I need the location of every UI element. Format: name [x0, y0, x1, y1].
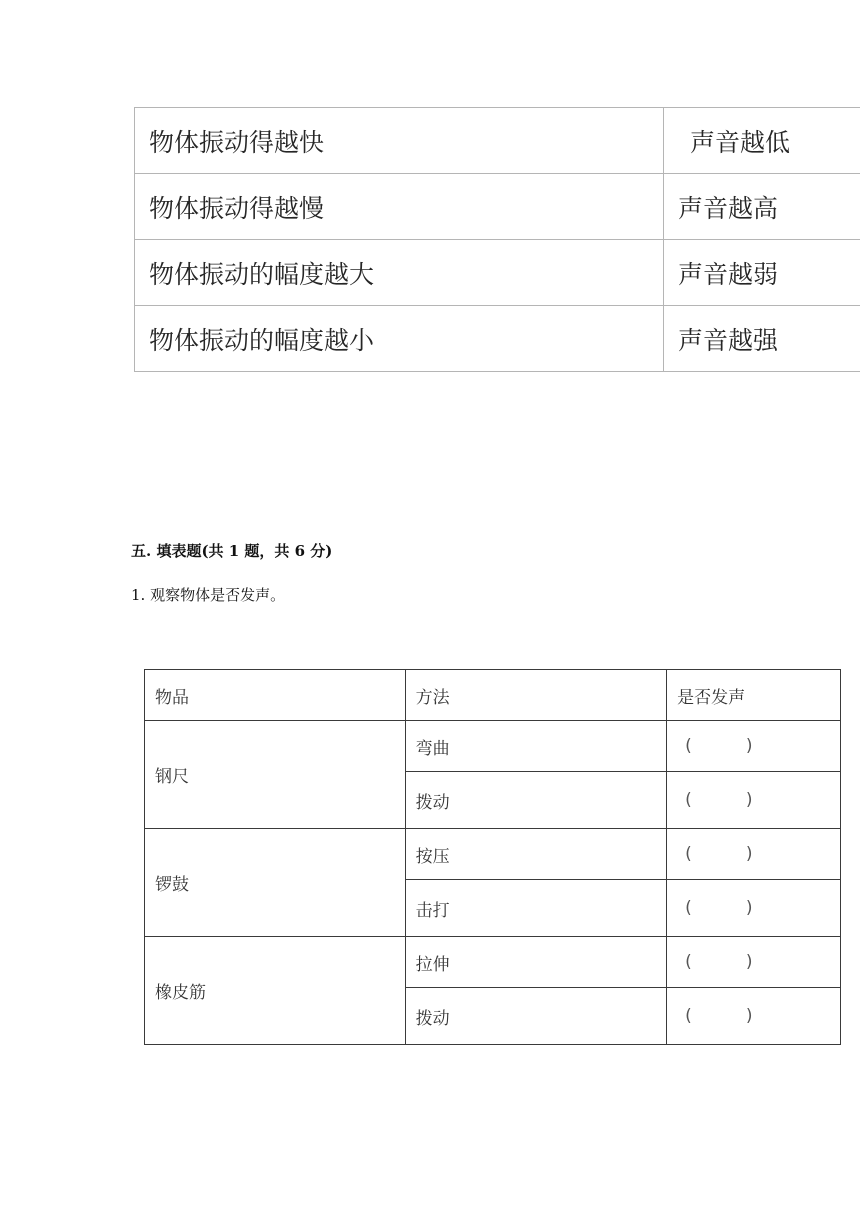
method-cell: 拉伸 — [405, 937, 667, 988]
answer-blank[interactable]: ( ) — [667, 880, 841, 937]
answer-blank[interactable]: ( ) — [667, 772, 841, 829]
matching-right-cell: 声音越高 — [664, 174, 860, 240]
matching-row — [135, 240, 860, 306]
header-method: 方法 — [405, 670, 667, 721]
method-cell: 按压 — [405, 829, 667, 880]
matching-left-cell: 物体振动得越快 — [135, 108, 664, 174]
method-cell: 拨动 — [405, 772, 667, 829]
table-row — [145, 829, 841, 880]
matching-right-cell: 声音越弱 — [664, 240, 860, 306]
answer-blank[interactable]: ( ) — [667, 721, 841, 772]
matching-table — [134, 107, 860, 372]
item-cell: 橡皮筋 — [145, 937, 406, 1045]
matching-row — [135, 108, 860, 174]
table-header-row — [145, 670, 841, 721]
method-cell: 拨动 — [405, 988, 667, 1045]
answer-blank[interactable]: ( ) — [667, 988, 841, 1045]
matching-row — [135, 174, 860, 240]
method-cell: 弯曲 — [405, 721, 667, 772]
section-title: 五. 填表题(共 1 题，共 6 分) — [131, 542, 333, 560]
matching-right-cell: 声音越强 — [664, 306, 860, 372]
header-item: 物品 — [145, 670, 406, 721]
header-sound: 是否发声 — [667, 670, 841, 721]
question-text: 1. 观察物体是否发声。 — [131, 586, 286, 604]
table-row — [145, 721, 841, 772]
answer-blank[interactable]: ( ) — [667, 937, 841, 988]
matching-left-cell: 物体振动的幅度越大 — [135, 240, 664, 306]
table-row — [145, 937, 841, 988]
matching-right-cell: 声音越低 — [664, 108, 860, 174]
matching-row — [135, 306, 860, 372]
matching-left-cell: 物体振动得越慢 — [135, 174, 664, 240]
answer-blank[interactable]: ( ) — [667, 829, 841, 880]
fill-in-table — [144, 669, 841, 1045]
item-cell: 钢尺 — [145, 721, 406, 829]
method-cell: 击打 — [405, 880, 667, 937]
item-cell: 锣鼓 — [145, 829, 406, 937]
matching-left-cell: 物体振动的幅度越小 — [135, 306, 664, 372]
